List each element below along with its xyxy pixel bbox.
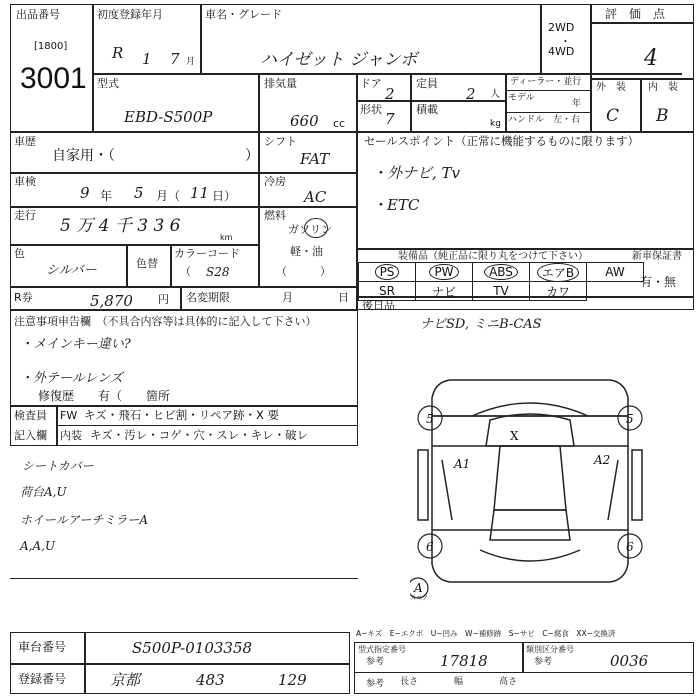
- warranty-value: 有・無: [640, 275, 677, 289]
- sales-point-2: ・ETC: [372, 196, 420, 214]
- history-label: 車歴: [14, 135, 36, 148]
- damage-legend: A−キズ E−エクボ U−凹み W−補修跡 S−サビ C−腐食 XX−交換済: [356, 629, 616, 638]
- check-row-1-text: キズ・飛石・ヒビ割・リペア跡・X 要: [84, 408, 280, 422]
- inspection-month-unit: 月（: [156, 189, 181, 203]
- spare-label: スペア: [410, 595, 429, 602]
- shape-label: 形状: [360, 103, 382, 116]
- note-2: ・外テールレンズ: [20, 371, 123, 386]
- equip-aw: AW: [586, 262, 644, 282]
- color-code-prefix: （: [180, 265, 191, 278]
- size-ref: 参考: [366, 679, 385, 689]
- cert-label: 型式指定番号: [358, 645, 406, 654]
- aircon-label: 冷房: [264, 175, 286, 188]
- inspection-label: 車検: [14, 175, 36, 188]
- aircon-value: AC: [304, 188, 327, 206]
- mark-spare: A: [414, 581, 423, 595]
- sales-points-label: セールスポイント（正常に機能するものに限ります）: [364, 134, 639, 148]
- later-fitted-label: 後日品: [362, 299, 395, 312]
- model-year-unit: 年: [572, 99, 582, 109]
- first-reg-year: 1: [142, 50, 152, 68]
- cert-ref: 参考: [366, 657, 385, 667]
- car-damage-diagram: [410, 350, 650, 610]
- first-reg-label: 初度登録年月: [97, 8, 163, 21]
- model-code-label: 型式: [97, 77, 119, 90]
- equip-pw: PW: [415, 262, 473, 282]
- class-ref: 参考: [534, 657, 553, 667]
- chassis-label: 車台番号: [18, 640, 67, 654]
- inspector-note-3: ホイールアーチミラーA: [20, 513, 149, 527]
- mark-rear-left: 6: [426, 540, 434, 554]
- load-label: 積載: [416, 103, 438, 116]
- mark-right-side: A2: [594, 453, 611, 467]
- history-close: ）: [245, 148, 259, 164]
- inspection-year: 9: [80, 184, 90, 202]
- recycle-amount: 5,870: [90, 292, 133, 310]
- displacement-value: 660: [290, 112, 319, 130]
- inspection-year-unit: 年: [100, 189, 113, 203]
- equip-sr: SR: [358, 281, 416, 301]
- reg-label: 登録番号: [18, 672, 67, 686]
- name-change-month: 月: [282, 291, 293, 304]
- entry-label: 記入欄: [14, 429, 47, 442]
- mark-windshield: X: [510, 429, 519, 443]
- class-label: 類別区分番号: [526, 645, 574, 654]
- drive-2wd: 2WD: [548, 21, 575, 34]
- inspection-day-unit: 日）: [212, 189, 237, 203]
- shape-value: 7: [385, 110, 395, 128]
- mark-front-right: 5: [626, 412, 634, 426]
- class-value: 0036: [610, 652, 649, 670]
- chassis-value: S500P-0103358: [132, 639, 253, 657]
- equip-navi: ナビ: [415, 281, 473, 301]
- color-value: シルバー: [46, 263, 97, 278]
- interior-label: 内 装: [648, 82, 678, 93]
- inspector-note-2: 荷台A,U: [20, 485, 67, 499]
- reg-region: 京都: [110, 671, 141, 689]
- fuel-gas: ガソリン: [288, 223, 332, 236]
- equipment-row-1: [358, 262, 643, 282]
- equip-tv: TV: [472, 281, 530, 301]
- auction-sheet: 出品番号 [1800] 3001 初度登録年月 R 1 7 月 車名・グレード ハイゼット ジャンボ 2WD ・ 4WD 評 価 点 4 外 装 内 装 C B 型式 EBD-S500P 排気量 660 cc ドア 2 形状 7 定員 2 人 積載 kg ディーラー・並行 モデル 年 ハンドル 左・右 車歴 自家用・（ ） シフト FAT 車検 9 年 5 月（ 11 日） 冷房 AC 走行 5 万 4 千 3 3 6 km 燃料 ガソリン 軽・油 （ ） 色 シルバー 色替 カラーコード （ S28 セールスポイント（正常に機能するものに限ります） ・外ナビ, Tv ・ETC 装備品（純正品に限り丸をつけて下さい） 新車保証書 有・無 PS PW ABS エアB AW SR ナビ TV カワ R券 5,870 円 名変期限 月 日 注意事項申告欄 （不具合内容等は具体的に記入して下さい） ・メインキー違い? ・外テールレンズ 修復歴 有（ 箇所 後日品 ナビSD, ミニB-CAS 検査員 記入欄 FW キズ・飛石・ヒビ割・リペア跡・X 要 内装 キズ・汚レ・コゲ・穴・スレ・キレ・破レ シートカバー 荷台A,U ホイールアーチミラーA A,A,U 5 5 6 6 A1 A2 X A スペア 車台番号 S500P-0103358 登録番号 京都 483 129 A−キズ E−エクボ U−凹み W−補修跡 S−サビ C−腐食 XX−交換済 型式指定番号 参考 17818 類別区分番号 参考 0036 参考 長さ 幅 高さ: [0, 0, 700, 700]
- rating-interior: B: [656, 106, 669, 126]
- first-reg-era: R: [112, 44, 124, 62]
- equip-ps: PS: [358, 262, 416, 282]
- cert-value: 17818: [440, 652, 488, 670]
- rating-exterior: C: [606, 106, 620, 126]
- doors-value: 2: [385, 85, 395, 103]
- rating-overall: 4: [644, 46, 658, 71]
- doors-label: ドア: [360, 77, 382, 90]
- reg-class: 483: [196, 671, 225, 689]
- mark-front-left: 5: [426, 412, 434, 426]
- inspector-label: 検査員: [14, 409, 47, 422]
- color-label: 色: [14, 247, 25, 260]
- shift-label: シフト: [264, 135, 297, 148]
- capacity-label: 定員: [416, 77, 438, 90]
- first-reg-month: 7: [170, 50, 180, 68]
- note-3: 修復歴 有（ 箇所: [38, 389, 171, 403]
- first-reg-month-unit: 月: [186, 57, 196, 67]
- exterior-label: 外 装: [596, 82, 626, 93]
- mark-left-side: A1: [454, 457, 471, 471]
- note-1: ・メインキー違い?: [20, 337, 131, 352]
- check-row-2-label: 内装: [60, 429, 82, 442]
- dealer-label: ディーラー・並行: [510, 77, 582, 87]
- color-change-label: 色替: [136, 257, 158, 270]
- fuel-diesel: 軽・油: [290, 245, 323, 258]
- fuel-other: （ ）: [276, 265, 331, 278]
- check-row-2-text: キズ・汚レ・コゲ・穴・スレ・キレ・破レ: [90, 428, 309, 442]
- inspection-day: 11: [190, 184, 210, 202]
- sales-point-1: ・外ナビ, Tv: [372, 164, 461, 182]
- model-grade-label: 車名・グレード: [205, 8, 282, 21]
- mileage-label: 走行: [14, 209, 36, 222]
- color-code-label: カラーコード: [174, 247, 240, 260]
- inspection-month: 5: [134, 184, 144, 202]
- equipment-row-2: [358, 281, 586, 301]
- equipment-label: 装備品（純正品に限り丸をつけて下さい）: [398, 251, 588, 262]
- recycle-unit: 円: [158, 293, 169, 306]
- recycle-label: R券: [14, 291, 33, 304]
- warranty-label: 新車保証書: [632, 251, 682, 262]
- displacement-unit: cc: [333, 117, 346, 130]
- drive-4wd: 4WD: [548, 45, 575, 58]
- name-change-day: 日: [338, 291, 349, 304]
- model-grade-value: ハイゼット ジャンボ: [260, 50, 418, 70]
- fuel-circle: [304, 218, 328, 238]
- color-code-value: S28: [206, 265, 230, 279]
- equip-abs: ABS: [472, 262, 530, 282]
- handle-label: ハンドル 左・右: [508, 115, 581, 125]
- name-change-label: 名変期限: [186, 291, 230, 304]
- capacity-value: 2: [466, 85, 476, 103]
- notes-label: 注意事項申告欄 （不具合内容等は具体的に記入して下さい）: [14, 315, 317, 328]
- equip-airbag: エアB: [529, 262, 587, 282]
- mark-rear-right: 6: [626, 540, 634, 554]
- fuel-label: 燃料: [264, 209, 286, 222]
- displacement-label: 排気量: [264, 77, 297, 90]
- inspector-note-1: シートカバー: [22, 459, 94, 473]
- rating-label: 評 価 点: [605, 7, 666, 21]
- capacity-unit: 人: [490, 89, 500, 100]
- lot-label: 出品番号: [16, 8, 60, 21]
- later-fitted-value: ナビSD, ミニB-CAS: [420, 317, 542, 332]
- lot-number: 3001: [20, 62, 87, 95]
- shift-value: FAT: [300, 150, 330, 168]
- mileage-unit: km: [220, 233, 233, 242]
- inspector-note-4: A,A,U: [20, 539, 56, 553]
- reg-number: 129: [278, 671, 307, 689]
- check-row-1-label: FW: [60, 409, 78, 422]
- model-code-value: EBD-S500P: [124, 108, 213, 126]
- size-label: 長さ 幅 高さ: [400, 677, 518, 687]
- history-value: 自家用・（: [52, 148, 115, 164]
- load-unit: kg: [490, 119, 501, 129]
- mileage-value: 5 万 4 千 3 3 6: [60, 216, 181, 236]
- equip-leather: カワ: [529, 281, 587, 301]
- lot-small: [1800]: [34, 41, 68, 52]
- model-year-label: モデル: [508, 93, 535, 103]
